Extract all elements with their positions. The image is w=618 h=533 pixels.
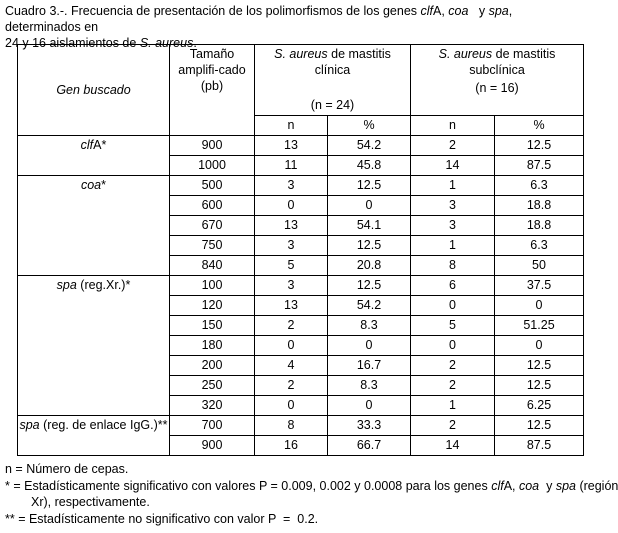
table-row: clfA* 900 13 54.2 2 12.5 xyxy=(18,136,584,156)
table-row: 120 13 54.2 0 0 xyxy=(18,296,584,316)
footnote-star: * = Estadísticamente significativo con valores P = 0.009, 0.002 y 0.0008 para los genes clfA, coa y spa (región xyxy=(5,478,618,493)
header-clinica: S. aureus de mastitis clínica (n = 24) xyxy=(255,45,411,116)
header-gen-buscado: Gen buscado xyxy=(18,45,170,136)
gene-spa-xr: spa (reg.Xr.)* xyxy=(18,276,170,296)
header-pct-subclinica: % xyxy=(495,116,584,136)
gene-coa: coa* xyxy=(18,176,170,196)
table-row: 1000 11 45.8 14 87.5 xyxy=(18,156,584,176)
header-n-clinica: n xyxy=(255,116,328,136)
table-row: spa (reg.Xr.)* 100 3 12.5 6 37.5 xyxy=(18,276,584,296)
polymorphism-table xyxy=(17,44,584,456)
table-row: 600 0 0 3 18.8 xyxy=(18,196,584,216)
footnote-double-star: ** = Estadísticamente no significativo con valor P = 0.2. xyxy=(5,511,319,526)
table-row: 150 2 8.3 5 51.25 xyxy=(18,316,584,336)
table-row: coa* 500 3 12.5 1 6.3 xyxy=(18,176,584,196)
header-n-subclinica: n xyxy=(411,116,495,136)
table-row: 250 2 8.3 2 12.5 xyxy=(18,376,584,396)
gene-clfA: clfA* xyxy=(18,136,170,156)
caption-line-1: Cuadro 3.-. Frecuencia de presentación de los polimorfismos de los genes clfA, coa y spa, determinados en xyxy=(5,4,513,34)
header-tamano: Tamaño amplifi-cado (pb) xyxy=(170,45,255,136)
header-subclinica: S. aureus de mastitis subclínica (n = 16) xyxy=(411,45,584,116)
table-row: 840 5 20.8 8 50 xyxy=(18,256,584,276)
footnote-star-cont: Xr), respectivamente. xyxy=(31,495,150,509)
table-row: spa (reg. de enlace IgG.)** 700 8 33.3 2 12.5 xyxy=(18,416,584,436)
table-footnotes xyxy=(5,461,618,527)
table-row: 900 16 66.7 14 87.5 xyxy=(18,436,584,456)
table-row: 750 3 12.5 1 6.3 xyxy=(18,236,584,256)
header-pct-clinica: % xyxy=(328,116,411,136)
table-row: 320 0 0 1 6.25 xyxy=(18,396,584,416)
table-row: 200 4 16.7 2 12.5 xyxy=(18,356,584,376)
table-row: 670 13 54.1 3 18.8 xyxy=(18,216,584,236)
table-row: 180 0 0 0 0 xyxy=(18,336,584,356)
footnote-n: n = Número de cepas. xyxy=(5,462,129,476)
gene-spa-igg: spa (reg. de enlace IgG.)** xyxy=(18,416,170,436)
caption-line-2: 24 y 16 aislamientos de S. aureus. xyxy=(5,36,197,50)
